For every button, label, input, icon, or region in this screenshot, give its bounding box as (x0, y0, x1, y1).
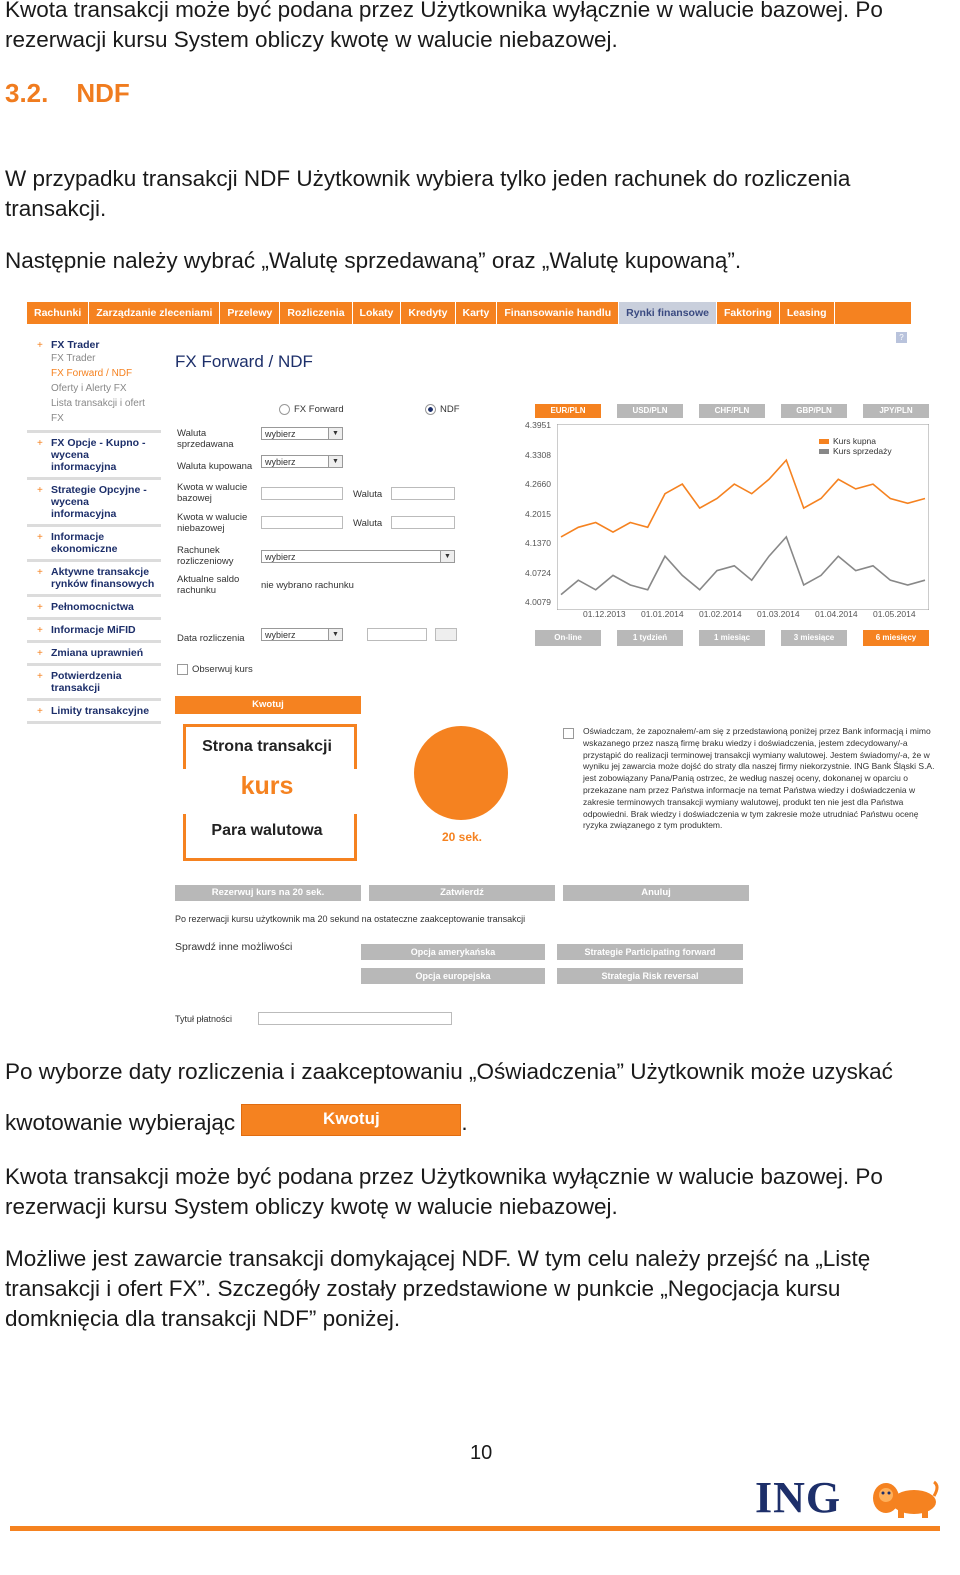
paragraph-4-end: . (461, 1110, 468, 1135)
sidebar-subitem-3[interactable]: Lista transakcji i ofert FX (51, 398, 145, 424)
input-nonbase-amount[interactable] (261, 516, 343, 529)
chevron-down-icon: ▼ (328, 428, 342, 439)
x-tick-label: 01.01.2014 (641, 609, 684, 619)
sidebar-item-0[interactable] (27, 335, 161, 433)
declaration-text: Oświadczam, że zapoznałem/-am się z przedstawioną poniżej przez Bank informacją i mimo wskazanego przez naszą firmę braku wiedzy i doświadczenia, jestem zdecydowany/-a przystąpić do realizacji terminowej transakcji wymiany walutowej. Jestem świadomy/-a, że w wyniku jej zawarcia może dojść do straty dla naszej firmy niekorzystnie. ING Bank Śląski S.A. jest zobowiązany Pana/Panią ostrzec, że według naszej oceny, dokonanej w oparciu o przekazane nam przez Państwa informacje na temat Państwa wiedzy i doświadczenia w zakresie terminowych transakcji wymiany walutowej, produkt ten nie jest dla Państwa odpowiedni. Brak wiedzy i doświadczenia w tym zakresie może utrudniać Państwu ocenę ryzyka związanego z tym produktem. (583, 726, 935, 831)
label-account: Rachunek rozliczeniowy (177, 545, 234, 567)
ing-logo: ING (755, 1473, 842, 1522)
legend-label-buy: Kurs kupna (833, 436, 876, 446)
tab-gbp-pln[interactable]: GBP/PLN (781, 404, 847, 418)
sidebar-item-title: Pełnomocnictwa (51, 601, 134, 613)
nav-tab-7[interactable]: Finansowanie handlu (497, 302, 619, 324)
chevron-down-icon: ▼ (328, 629, 342, 640)
y-tick-label: 4.0079 (525, 597, 551, 607)
top-navigation (27, 302, 911, 324)
sidebar-item-5[interactable] (27, 597, 161, 620)
legend-swatch-sell (819, 449, 829, 454)
paragraph-4 (5, 1108, 935, 1140)
transaction-side: Strona transakcji (202, 738, 332, 755)
risk-reversal-button[interactable]: Strategia Risk reversal (557, 968, 743, 984)
page-number: 10 (470, 1442, 493, 1464)
radio-ndf[interactable] (425, 404, 460, 415)
payment-title-label: Tytuł płatności (175, 1014, 233, 1024)
american-option-button[interactable]: Opcja amerykańska (361, 944, 545, 960)
y-tick-label: 4.0724 (525, 567, 551, 578)
plus-icon: + (37, 671, 43, 682)
radio-fx-forward-label: FX Forward (294, 404, 344, 416)
sidebar-item-title: FX Trader (51, 339, 100, 351)
chevron-down-icon: ▼ (440, 551, 454, 562)
label-currency-1: Waluta (353, 489, 383, 500)
observe-rate-checkbox[interactable] (177, 664, 253, 675)
label-balance: Aktualne saldo rachunku (177, 574, 240, 596)
period-6-months[interactable]: 6 miesięcy (863, 630, 929, 646)
label-sold-currency: Waluta sprzedawana (177, 428, 234, 450)
sidebar-item-title: Potwierdzenia transakcji (51, 670, 122, 694)
nav-tab-4[interactable]: Lokaty (353, 302, 402, 324)
nav-tab-10[interactable]: Leasing (780, 302, 835, 324)
x-tick-label: 01.03.2014 (757, 609, 800, 619)
nav-tab-5[interactable]: Kredyty (401, 302, 455, 324)
calendar-icon[interactable] (435, 628, 457, 641)
nav-tab-0[interactable]: Rachunki (27, 302, 89, 324)
y-tick-label: 4.3951 (525, 420, 551, 430)
chevron-down-icon: ▼ (328, 456, 342, 467)
plus-icon: + (37, 438, 43, 449)
observe-rate-label: Obserwuj kurs (192, 664, 253, 676)
banking-screenshot (27, 302, 935, 1027)
paragraph-top: Kwota transakcji może być podana przez Użytkownika wyłącznie w walucie bazowej. Po rezerwacji kursu System obliczy kwotę w walucie niebazowej. (5, 0, 883, 52)
plus-icon: + (37, 567, 43, 578)
section-heading (5, 78, 130, 109)
y-tick-label: 4.3308 (525, 449, 551, 460)
sidebar-item-6[interactable] (27, 620, 161, 643)
sidebar-subitem-1[interactable]: FX Forward / NDF (51, 368, 133, 379)
nav-tab-1[interactable]: Zarządzanie zleceniami (89, 302, 220, 324)
select-account-value: wybierz (265, 552, 296, 562)
radio-selected-icon (425, 404, 436, 415)
radio-fx-forward[interactable] (279, 404, 344, 415)
period-1-week[interactable]: 1 tydzień (617, 630, 683, 646)
nav-tab-2[interactable]: Przelewy (220, 302, 280, 324)
select-bought-currency[interactable] (261, 455, 343, 468)
nav-tab-8[interactable]: Rynki finansowe (619, 302, 717, 324)
plus-icon: + (37, 532, 43, 543)
timer-circle (414, 726, 508, 820)
tab-eur-pln[interactable]: EUR/PLN (535, 404, 601, 418)
tab-usd-pln[interactable]: USD/PLN (617, 404, 683, 418)
reserve-note: Po rezerwacji kursu użytkownik ma 20 sekund na ostateczne zaakceptowanie transakcji (175, 914, 526, 924)
sidebar-item-title: Limity transakcyjne (51, 705, 150, 717)
y-tick-label: 4.2015 (525, 508, 551, 519)
sidebar-item-title: Informacje MiFID (51, 624, 136, 636)
european-option-button[interactable]: Opcja europejska (361, 968, 545, 984)
confirm-button[interactable]: Zatwierdź (369, 885, 555, 901)
label-bought-currency: Waluta kupowana (177, 461, 253, 472)
select-bought-value: wybierz (265, 457, 296, 467)
label-nonbase-amount: Kwota w walucie niebazowej (177, 512, 248, 534)
sidebar-item-8[interactable] (27, 666, 161, 701)
section-title: NDF (76, 78, 130, 108)
tab-chf-pln[interactable]: CHF/PLN (699, 404, 765, 418)
nav-tab-9[interactable]: Faktoring (717, 302, 780, 324)
paragraph-4-text: kwotowanie wybierając (5, 1110, 236, 1135)
legend-label-sell: Kurs sprzedaży (833, 446, 892, 456)
sidebar-item-title: Strategie Opcyjne - wycena informacyjna (51, 484, 147, 520)
sidebar-item-title: FX Opcje - Kupno - wycena informacyjna (51, 437, 146, 473)
sidebar-item-title: Aktywne transakcje rynków finansowych (51, 566, 155, 590)
ing-lion-icon (868, 1472, 940, 1520)
period-3-months[interactable]: 3 miesiące (781, 630, 847, 646)
y-tick-label: 4.2660 (525, 479, 551, 489)
sidebar-item-3[interactable] (27, 527, 161, 562)
plus-icon: + (37, 602, 43, 613)
rate-display: kurs (240, 772, 294, 800)
paragraph-5: Kwota transakcji może być podana przez Użytkownika wyłącznie w walucie bazowej. Po rezerwacji kursu System obliczy kwotę w walucie niebazowej. (5, 1164, 883, 1219)
tab-jpy-pln[interactable]: JPY/PLN (863, 404, 929, 418)
nav-tab-3[interactable]: Rozliczenia (280, 302, 352, 324)
select-date-value: wybierz (265, 630, 296, 640)
inline-quote-button: Kwotuj (241, 1104, 461, 1136)
plus-icon: + (37, 485, 43, 496)
reserve-rate-button[interactable]: Rezerwuj kurs na 20 sek. (175, 885, 361, 901)
sidebar-item-title: Zmiana uprawnień (51, 647, 144, 659)
x-tick-label: 01.04.2014 (815, 609, 858, 619)
select-sold-currency[interactable] (261, 427, 343, 440)
declaration-checkbox[interactable] (563, 728, 574, 739)
period-1-month[interactable]: 1 miesiąc (699, 630, 765, 646)
period-online[interactable]: On-line (535, 630, 601, 646)
section-number: 3.2. (5, 78, 49, 108)
legend-item-buy (819, 436, 913, 446)
sidebar (27, 335, 161, 724)
sidebar-subitem-2[interactable]: Oferty i Alerty FX (51, 383, 127, 394)
input-date[interactable] (367, 628, 427, 641)
participating-forward-button[interactable]: Strategie Participating forward (557, 944, 743, 960)
x-tick-label: 01.12.2013 (583, 609, 626, 619)
x-tick-label: 01.05.2014 (873, 609, 916, 619)
x-tick-label: 01.02.2014 (699, 609, 742, 619)
help-icon[interactable]: ? (896, 332, 907, 343)
input-currency-2[interactable] (391, 516, 455, 529)
sidebar-item-4[interactable] (27, 562, 161, 597)
select-settlement-date[interactable] (261, 628, 343, 641)
sidebar-item-2[interactable] (27, 480, 161, 527)
plus-icon: + (37, 340, 43, 351)
legend-swatch-buy (819, 439, 829, 444)
label-settlement-date: Data rozliczenia (177, 633, 245, 644)
paragraph-2: Następnie należy wybrać „Walutę sprzedawaną” oraz „Walutę kupowaną”. (5, 248, 742, 273)
quote-button[interactable]: Kwotuj (175, 696, 361, 714)
plus-icon: + (37, 648, 43, 659)
sidebar-item-title: Informacje ekonomiczne (51, 531, 118, 555)
sidebar-item-7[interactable] (27, 643, 161, 666)
plus-icon: + (37, 625, 43, 636)
legend-item-sell (819, 446, 913, 456)
plus-icon: + (37, 706, 43, 717)
paragraph-3: Po wyborze daty rozliczenia i zaakceptowaniu „Oświadczenia” Użytkownik może uzyskać (5, 1059, 893, 1084)
label-currency-2: Waluta (353, 518, 383, 529)
footer-divider (10, 1526, 940, 1531)
sidebar-subitem-0[interactable]: FX Trader (51, 353, 96, 364)
form-title: FX Forward / NDF (175, 352, 313, 371)
paragraph-6: Możliwe jest zawarcie transakcji domykającej NDF. W tym celu należy przejść na „Listę transakcji i ofert FX”. Szczegóły zostały przedstawione w punkcie „Negocjacja kursu domknięcia dla transakcji NDF” poniżej. (5, 1246, 871, 1331)
input-base-amount[interactable] (261, 487, 343, 500)
chart-legend (819, 436, 913, 456)
radio-ndf-label: NDF (440, 404, 460, 416)
y-tick-label: 4.1370 (525, 538, 551, 548)
cancel-button[interactable]: Anuluj (563, 885, 749, 901)
select-account[interactable] (261, 550, 455, 563)
input-currency-1[interactable] (391, 487, 455, 500)
check-other-label: Sprawdź inne możliwości (175, 941, 293, 953)
timer-label: 20 sek. (441, 830, 483, 844)
paragraph-1: W przypadku transakcji NDF Użytkownik wybiera tylko jeden rachunek do rozliczenia transakcji. (5, 166, 851, 221)
payment-title-input[interactable] (258, 1012, 452, 1025)
sidebar-item-9[interactable] (27, 701, 161, 724)
radio-icon (279, 404, 290, 415)
checkbox-icon (177, 664, 188, 675)
label-base-amount: Kwota w walucie bazowej (177, 482, 248, 504)
currency-pair: Para walutowa (211, 822, 323, 839)
sidebar-item-1[interactable] (27, 433, 161, 480)
balance-value: nie wybrano rachunku (261, 580, 354, 591)
select-sold-value: wybierz (265, 429, 296, 439)
nav-tab-6[interactable]: Karty (456, 302, 498, 324)
